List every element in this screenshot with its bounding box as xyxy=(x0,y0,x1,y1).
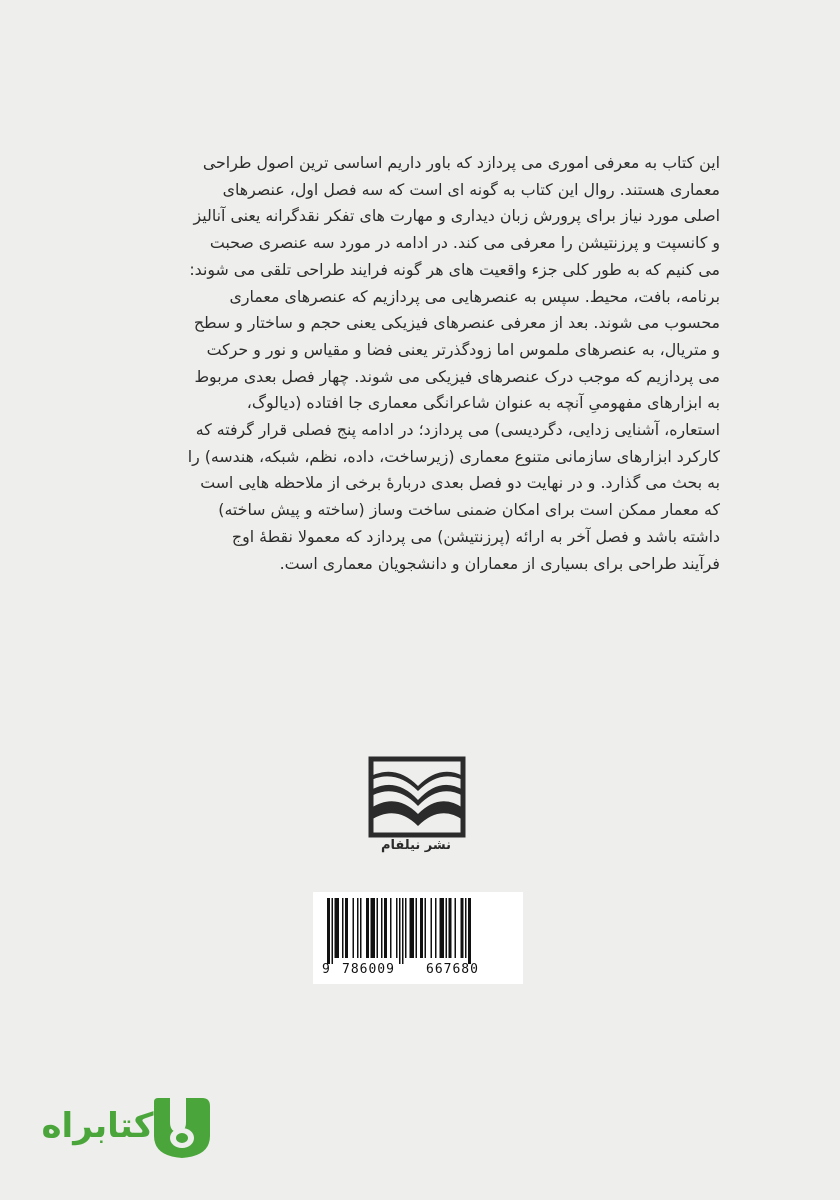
barcode-bar xyxy=(332,898,334,964)
description-line: و متریال، به عنصرهای ملموس اما زودگذرتر یعنی فضا و مقیاس و نور و حرکت xyxy=(206,339,720,359)
barcode-bar xyxy=(449,898,452,958)
barcode-bar xyxy=(425,898,427,958)
description-line: کارکرد ابزارهای سازمانی متنوع معماری (زیرساخت، داده، نظم، شبکه، هندسه) را xyxy=(187,446,720,466)
ketabrah-logo-icon xyxy=(150,1092,214,1160)
barcode-bar xyxy=(446,898,448,958)
description-line: برنامه، بافت، محیط. سپس به عنصرهایی می پردازیم که عنصرهای معماری xyxy=(229,286,720,306)
barcode-bar xyxy=(381,898,383,958)
barcode-bar xyxy=(366,898,369,958)
publisher-name: نشر نیلفام xyxy=(381,838,451,853)
description-line: محسوب می شوند. بعد از معرفی عنصرهای فیزیکی یعنی حجم و ساختار و سطح xyxy=(193,313,720,333)
barcode-bar xyxy=(468,898,471,964)
barcode-bar xyxy=(353,898,355,958)
description-line: اصلی مورد نیاز برای پرورش زبان دیداری و مهارت های تفکر نقدگرانه یعنی آنالیز xyxy=(193,206,720,226)
description-line: استعاره، آشنایی زدایی، دگردیسی) می پردازد؛ در ادامه پنج فصلی قرار گرفته که xyxy=(195,420,720,440)
isbn-digits-group2: 667680 xyxy=(426,962,479,977)
description-line: این کتاب به معرفی اموری می پردازد که باور داریم اساسی ترین اصول طراحی xyxy=(202,153,720,172)
barcode-bar xyxy=(465,898,467,958)
barcode-bar xyxy=(357,898,359,958)
isbn-digits-group1: 786009 xyxy=(342,962,395,977)
barcode-bar xyxy=(410,898,415,958)
barcode-bar xyxy=(399,898,401,964)
barcode-bar xyxy=(345,898,348,958)
barcode-bar xyxy=(384,898,387,958)
barcode-bar xyxy=(402,898,404,964)
barcode-bar xyxy=(440,898,445,958)
barcode-bar xyxy=(342,898,344,958)
barcode-bar xyxy=(405,898,407,958)
barcode-bar xyxy=(455,898,457,958)
barcode-bar xyxy=(371,898,376,958)
barcode-bar xyxy=(360,898,362,958)
description-line: داشته باشد و فصل آخر به ارائه (پرزنتیشن) می پردازد که معمولا نقطهٔ اوج xyxy=(231,526,720,546)
store-name: کتابراه xyxy=(41,1106,154,1146)
barcode-bar xyxy=(435,898,437,958)
isbn-digit-first: 9 xyxy=(322,962,330,977)
barcode-bar xyxy=(390,898,392,958)
barcode-bar xyxy=(327,898,330,964)
barcode-bar xyxy=(335,898,340,958)
barcode-bar xyxy=(377,898,379,958)
description-line: که معمار ممکن است برای امکان ضمنی ساخت وساز (ساخته و پیش ساخته) xyxy=(218,500,720,520)
barcode-bar xyxy=(461,898,464,958)
barcode-bar xyxy=(420,898,423,958)
description-line: فرآیند طراحی برای بسیاری از معماران و دانشجویان معماری است. xyxy=(279,553,720,573)
barcode-bar xyxy=(416,898,418,958)
barcode-bar xyxy=(431,898,433,958)
barcode-bar xyxy=(396,898,398,958)
description-line: می کنیم که به طور کلی جزء واقعیت های هر گونه فرایند طراحی تلقی می شوند: xyxy=(189,259,720,279)
description-line: و کانسپت و پرزنتیشن را معرفی می کند. در ادامه در مورد سه عنصری صحبت xyxy=(209,233,720,253)
description-line: به ابزارهای مفهومیِ آنچه به عنوان شاعرانگی معماری جا افتاده (دیالوگ، xyxy=(246,393,720,413)
book-description xyxy=(148,150,720,577)
description-line: به بحث می گذارد. و در نهایت دو فصل بعدی دربارهٔ برخی از ملاحظه هایی است xyxy=(200,473,720,493)
description-line: معماری هستند. روال این کتاب به گونه ای است که سه فصل اول، عنصرهای xyxy=(222,179,720,199)
description-line: می پردازیم که موجب درک عنصرهای فیزیکی می شوند. چهار فصل بعدی مربوط xyxy=(194,366,720,386)
